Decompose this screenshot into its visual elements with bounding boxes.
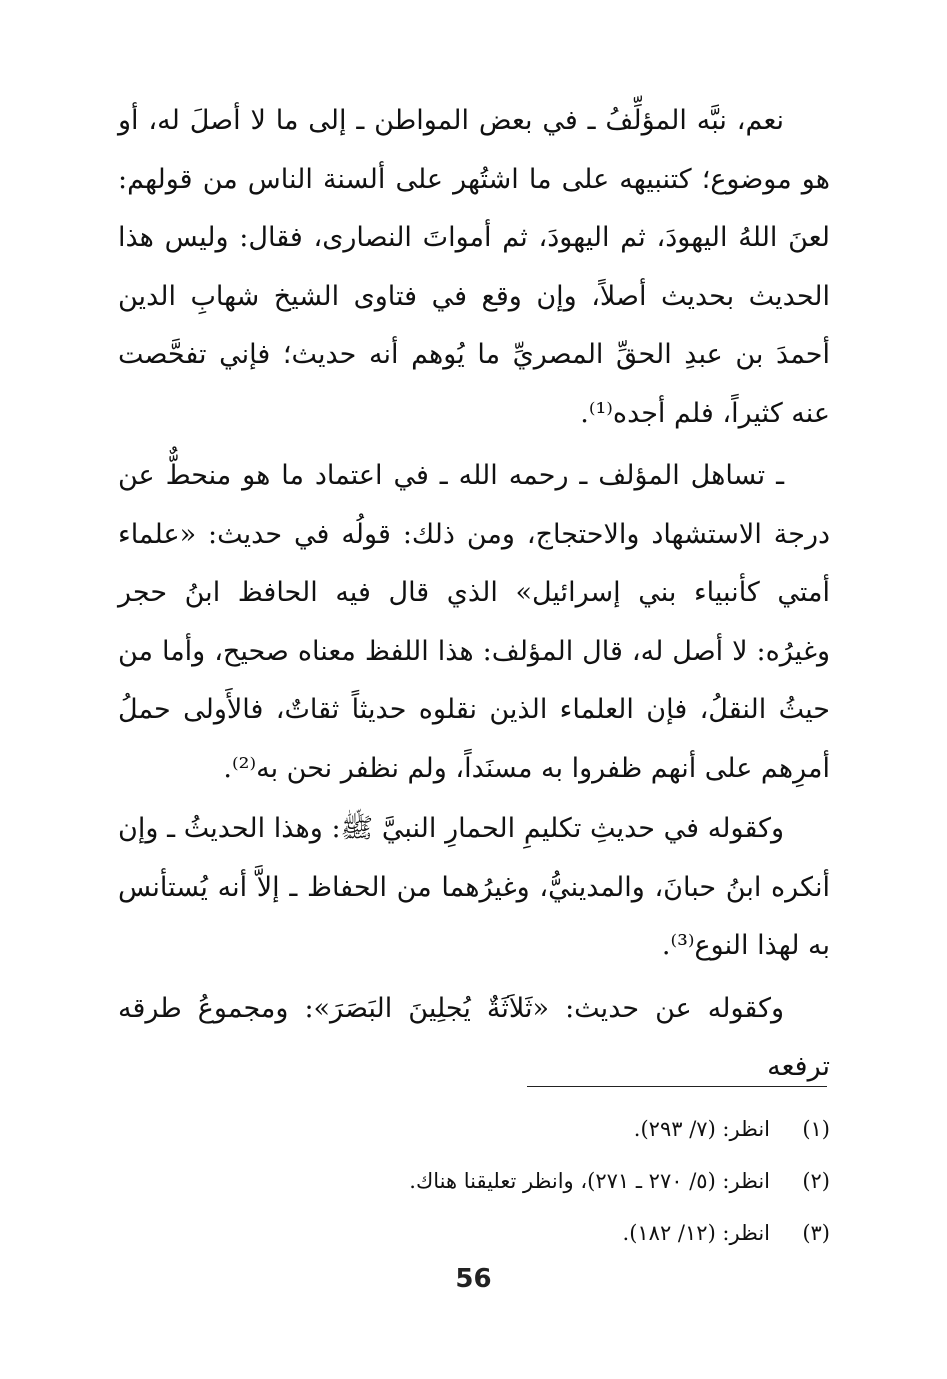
footnote-number: (١) — [802, 1117, 830, 1141]
footnote-3 — [118, 1207, 830, 1259]
paragraph-1: نعم، نبَّه المؤلِّفُ ـ في بعض المواطن ـ إلى ما لا أصلَ له، أو هو موضوع؛ كتنبيهه على ما اشتُهر على ألسنة الناس من قولهم: لعنَ اللهُ اليهودَ، ثم اليهودَ، ثم أمواتَ النصارى، فقال: وليس هذا الحديث بحديث أصلاً، وإن وقع في فتاوى الشيخ شهابِ الدين أحمدَ بن عبدِ الحقِّ المصريِّ ما يُوهم أنه حديث؛ فإني تفحَّصت عنه كثيراً، فلم أجده⁽¹⁾. — [118, 105, 830, 429]
footnote-text: انظر: (١٢/ ١٨٢). — [622, 1221, 770, 1245]
footnote-text: انظر: (٧/ ٢٩٣). — [633, 1117, 770, 1141]
footnote-1 — [118, 1103, 830, 1155]
paragraph-4: وكقوله عن حديث: «ثَلاَثَةٌ يُجلِينَ البَصَرَ»: ومجموعُ طرقه ترفعه — [118, 992, 830, 1082]
footnote-text: انظر: (٥/ ٢٧٠ ـ ٢٧١)، وانظر تعليقنا هناك. — [409, 1169, 770, 1193]
footnote-number: (٣) — [802, 1221, 830, 1245]
footnote-2 — [118, 1155, 830, 1207]
main-text — [118, 92, 830, 1097]
paragraph-2: ـ تساهل المؤلف ـ رحمه الله ـ في اعتماد ما هو منحطٌّ عن درجة الاستشهاد والاحتجاج، ومن ذلك: قولُه في حديث: «علماء أمتي كأنبياء بني إسرائيل» الذي قال فيه الحافظ ابنُ حجر وغيرُه: لا أصل له، قال المؤلف: هذا اللفظ معناه صحيح، وأما من حيثُ النقلُ، فإن العلماء الذين نقلوه حديثاً ثقاتٌ، فالأَولى حملُ أمرِهم على أنهم ظفروا به مسنَداً، ولم نظفر نحن به⁽²⁾. — [118, 460, 830, 784]
paragraph-3: وكقوله في حديثِ تكليمِ الحمارِ النبيَّ ﷺ: وهذا الحديثُ ـ وإن أنكره ابنُ حبانَ، والمدينيُّ، وغيرُهما من الحفاظ ـ إلاَّ أنه يُستأنس به لهذا النوع⁽³⁾. — [118, 813, 830, 961]
footnotes — [118, 1103, 830, 1259]
footnote-number: (٢) — [802, 1169, 830, 1193]
page-number: 56 — [455, 1264, 492, 1294]
footnote-divider — [527, 1086, 827, 1087]
